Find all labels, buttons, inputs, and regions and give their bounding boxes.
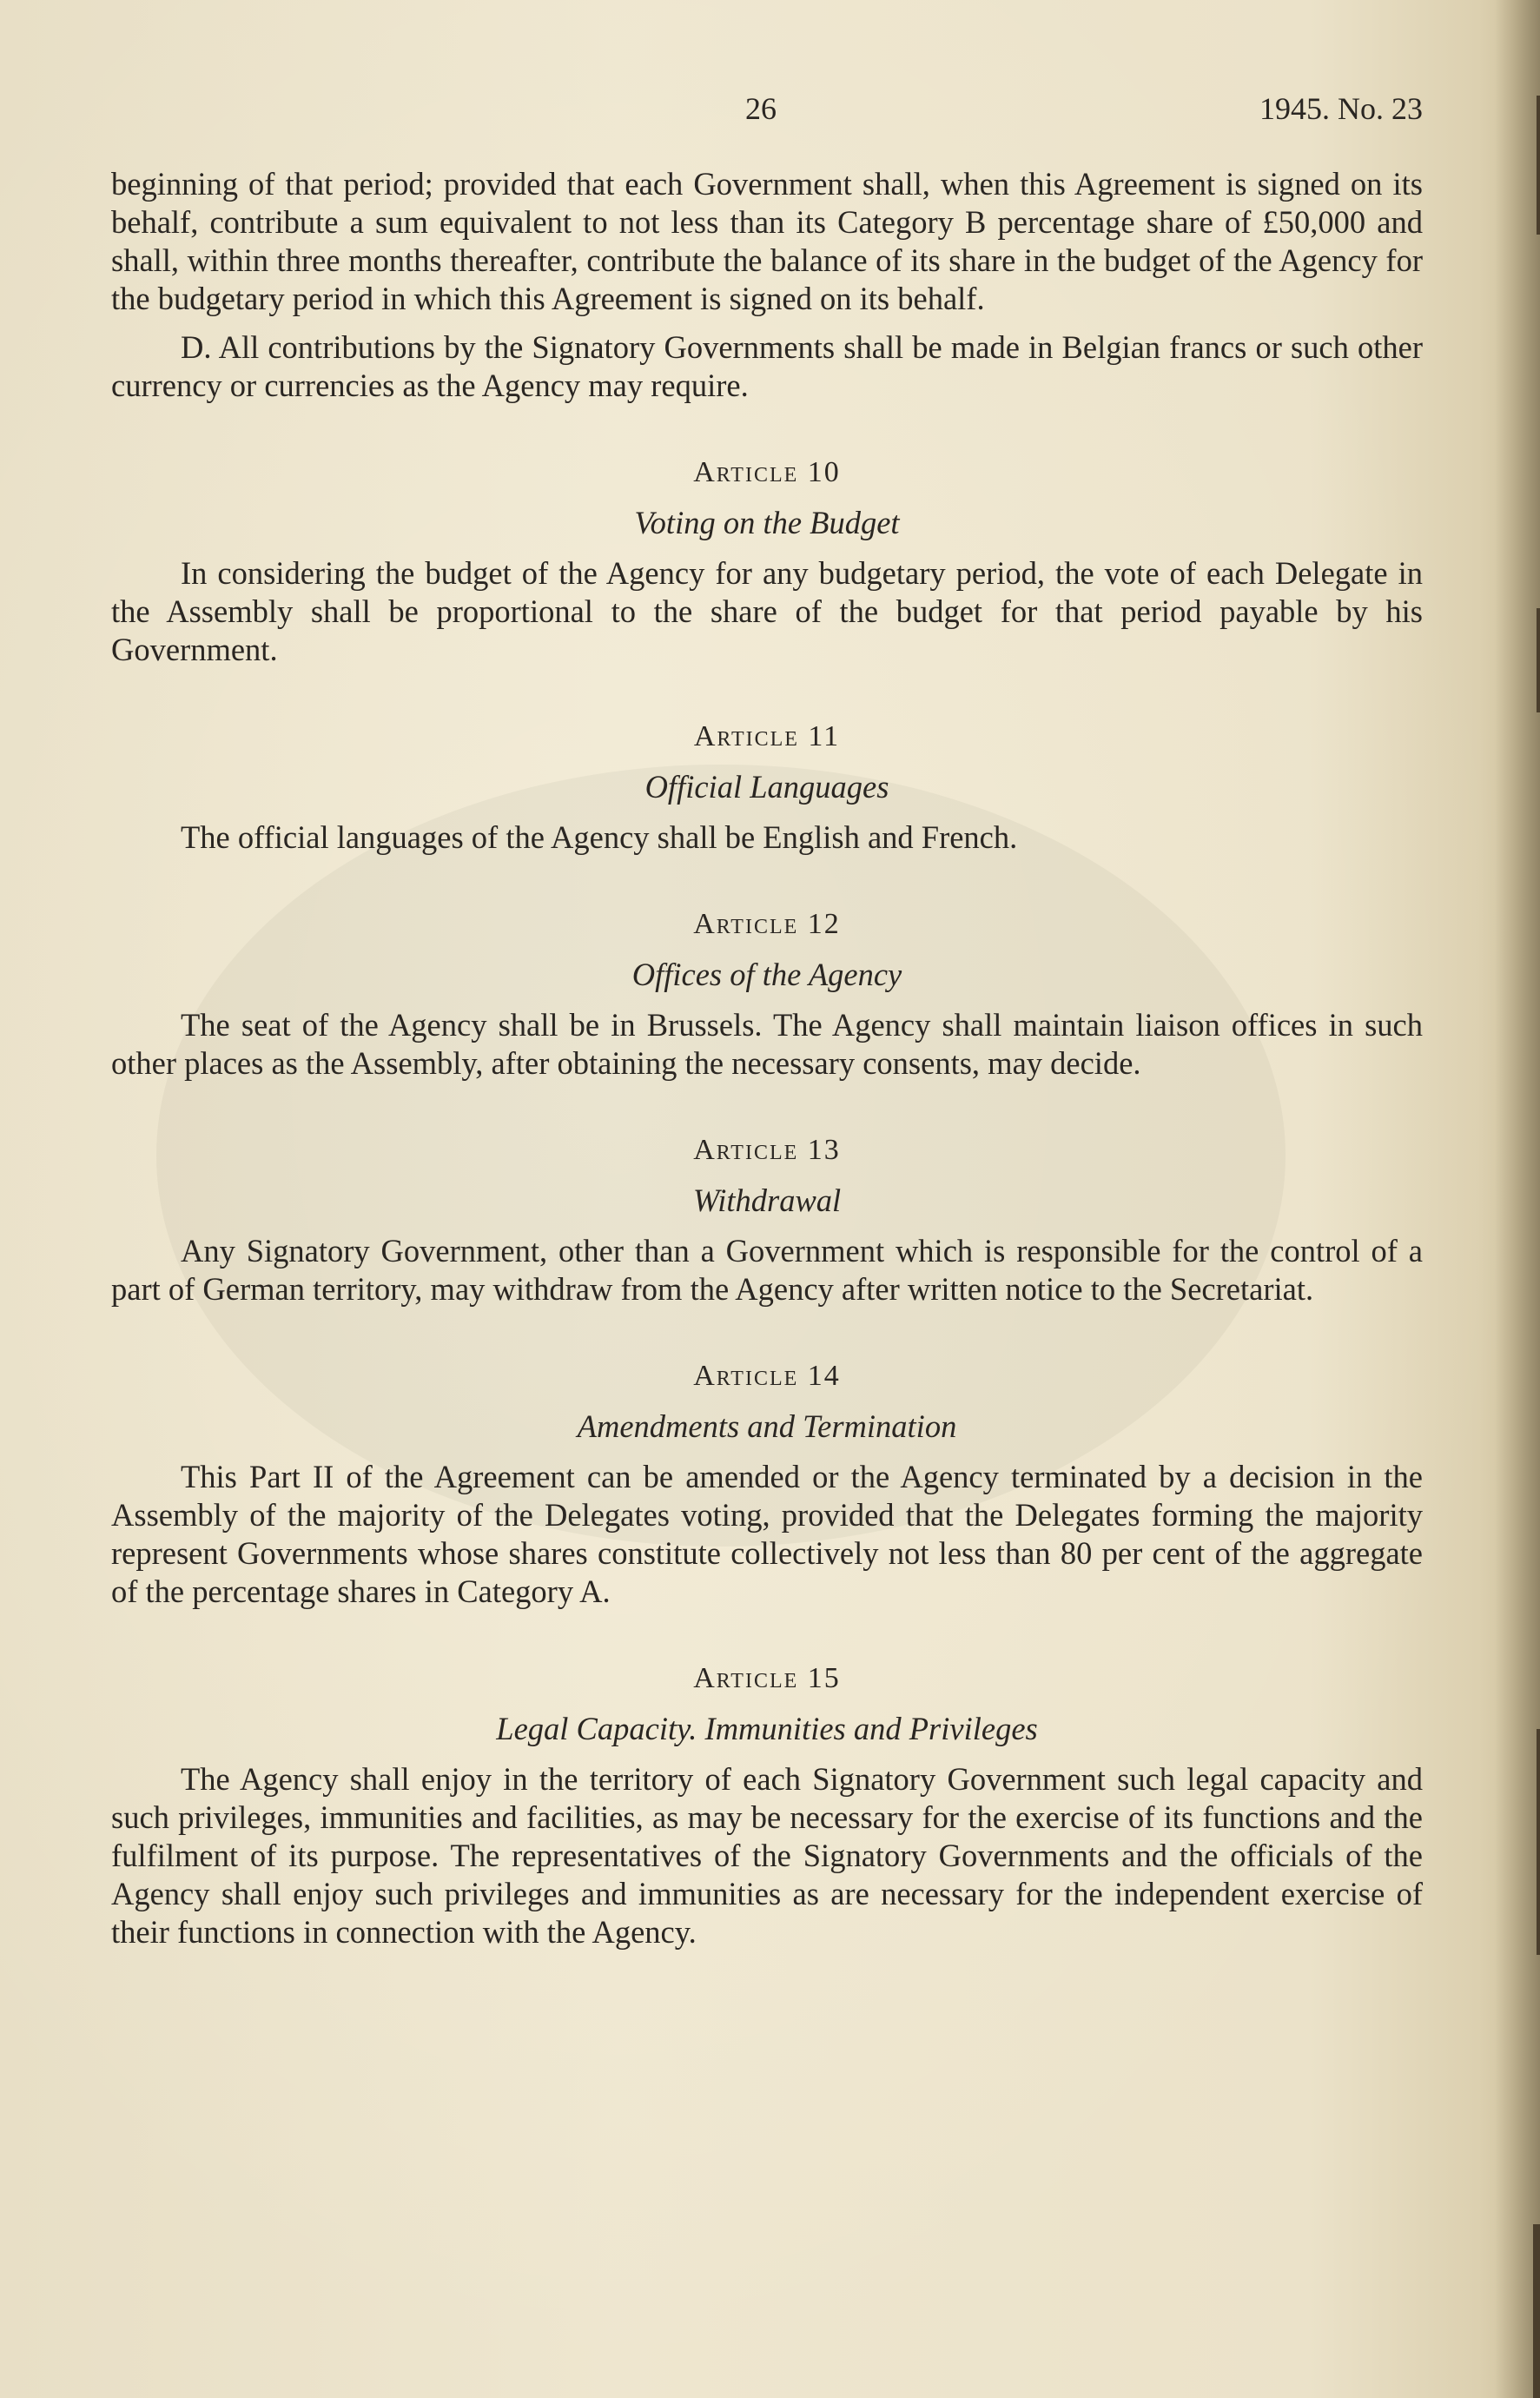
paragraph-c-continued: beginning of that period; provided that each Government shall, when this Agreement is signed on its behalf, contribute a sum equivalent to not less than its Category B percentage share of £50,000 and shall, within three months thereafter, contribute the balance of its share in the budget of the Agency for the budgetary period in which this Agreement is signed on its behalf. xyxy=(111,166,1423,316)
article-paragraph: The official languages of the Agency shall be English and French. xyxy=(181,819,1018,855)
article-heading-text: Article 12 xyxy=(693,908,841,940)
article-12 xyxy=(111,905,1423,1083)
article-title: Withdrawal xyxy=(692,1182,842,1218)
article-heading-text: Article 14 xyxy=(693,1360,841,1392)
article-15 xyxy=(111,1659,1423,1951)
article-heading-text: Article 13 xyxy=(693,1134,841,1166)
article-paragraph: The seat of the Agency shall be in Brussels. The Agency shall maintain liaison offices in such other places as the Assembly, after obtaining the necessary consents, may decide. xyxy=(111,1007,1423,1081)
article-heading xyxy=(111,1357,1423,1395)
document-body xyxy=(111,165,1423,1951)
article-heading xyxy=(111,1659,1423,1698)
article-10 xyxy=(111,454,1423,669)
page-header xyxy=(111,90,1423,134)
book-spine-shadow xyxy=(1495,0,1540,2398)
article-heading-text: Article 11 xyxy=(693,720,841,752)
article-title: Offices of the Agency xyxy=(631,957,902,992)
spine-edge-mark xyxy=(1537,96,1540,235)
article-title: Amendments and Termination xyxy=(577,1408,957,1444)
article-heading-text: Article 10 xyxy=(693,456,841,488)
article-paragraph: Any Signatory Government, other than a Government which is responsible for the control of a part of German territory, may withdraw from the Agency after written notice to the Secretariat. xyxy=(111,1233,1423,1307)
article-paragraph: In considering the budget of the Agency for any budgetary period, the vote of each Delegate in the Assembly shall be proportional to the share of the budget for that period payable by his Government. xyxy=(111,555,1423,667)
article-title: Legal Capacity. Immunities and Privileges xyxy=(496,1711,1038,1746)
article-title: Voting on the Budget xyxy=(634,505,900,540)
article-11 xyxy=(111,718,1423,857)
page-number: 26 xyxy=(745,91,777,126)
article-heading xyxy=(111,454,1423,492)
spine-edge-mark xyxy=(1537,1729,1540,1955)
article-title: Official Languages xyxy=(644,769,889,805)
paragraph-d: D. All contributions by the Signatory Governments shall be made in Belgian francs or such other currency or currencies as the Agency may require. xyxy=(111,329,1423,403)
article-heading xyxy=(111,1131,1423,1169)
article-heading-text: Article 15 xyxy=(693,1662,841,1694)
article-heading xyxy=(111,905,1423,944)
article-13 xyxy=(111,1131,1423,1308)
article-heading xyxy=(111,718,1423,756)
article-14 xyxy=(111,1357,1423,1611)
spine-edge-mark xyxy=(1537,608,1540,712)
running-head: 1945. No. 23 xyxy=(1259,91,1423,126)
spine-edge-mark xyxy=(1533,2224,1540,2398)
article-paragraph: This Part II of the Agreement can be amended or the Agency terminated by a decision in the Assembly of the majority of the Delegates voting, provided that the Delegates forming the majority represent Governments whose shares constitute collectively not less than 80 per cent of the aggregate of the percentage shares in Category A. xyxy=(111,1459,1423,1609)
article-paragraph: The Agency shall enjoy in the territory of each Signatory Government such legal capacity and such privileges, immunities and facilities, as may be necessary for the exercise of its functions and the fulfilment of its purpose. The representatives of the Signatory Governments and the officials of the Agency shall enjoy such privileges and immunities as are necessary for the independent exercise of their functions in connection with the Agency. xyxy=(111,1761,1423,1950)
